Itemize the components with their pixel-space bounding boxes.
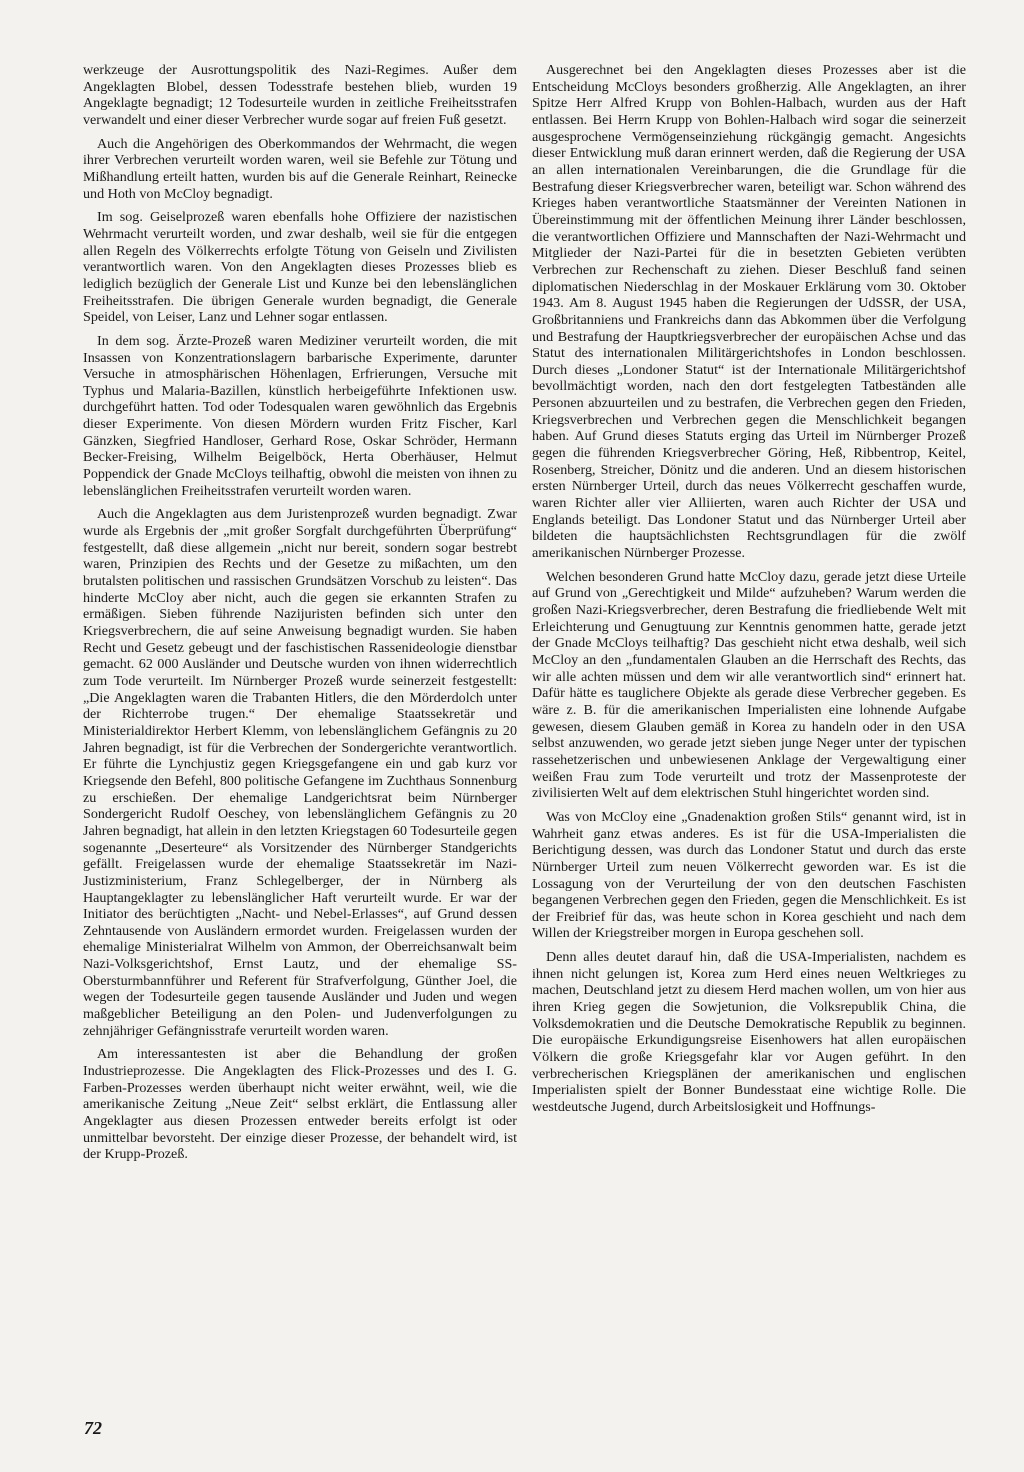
paragraph: In dem sog. Ärzte-Prozeß waren Mediziner verurteilt worden, die mit Insassen von Konzentrationslagern barbarische Experimente, darunter Versuche in atmosphärischen Höhenlagen, Erfrierungen, Versuche mit Typhus und Malaria-Bazillen, künstlich herbeigeführte Infektionen usw. durchgeführt hatten. Tod oder Todesqualen waren gewöhnlich das Ergebnis dieser Experimente. Von diesen Mördern wurden Fritz Fischer, Karl Gänzken, Siegfried Handloser, Gerhard Rose, Oskar Schröder, Hermann Becker-Freising, Wilhelm Beigelböck, Herta Oberhäuser, Helmut Poppendick der Gnade McCloys teilhaftig, obwohl die meisten von ihnen zu lebenslänglichen Freiheitsstrafen verurteilt worden waren. <box>83 332 517 499</box>
paragraph: Was von McCloy eine „Gnadenaktion großen Stils“ genannt wird, ist in Wahrheit ganz etwas anderes. Es ist für die USA-Imperialisten die Berichtigung dessen, was durch das Londoner Statut und durch das erste Nürnberger Urteil zum neuen Völkerrecht geworden war. Es ist die Lossagung von der Verurteilung der von den deutschen Faschisten begangenen Verbrechen gegen den Frieden, gegen die Menschlichkeit. Es ist der Freibrief für das, was heute schon in Korea geschieht und nach dem Willen der Kriegstreiber morgen in Europa geschehen soll. <box>532 808 966 942</box>
paragraph: werkzeuge der Ausrottungspolitik des Nazi-Regimes. Außer dem Angeklagten Blobel, dessen Todesstrafe bestehen blieb, wurden 19 Angeklagte begnadigt; 12 Todesurteile wurden in zeitliche Freiheitsstrafen verwandelt und einer dieser Verbrecher wurde sogar auf freien Fuß gesetzt. <box>83 62 517 128</box>
left-text-column <box>83 62 517 1170</box>
paragraph: Denn alles deutet darauf hin, daß die USA-Imperialisten, nachdem es ihnen nicht gelungen ist, Korea zum Herd eines neuen Weltkrieges zu machen, Deutschland jetzt zu diesem Herd machen wollen, um von hier aus ihren Krieg gegen die Sowjetunion, die Volksrepublik China, die Volksdemokratien und die Deutsche Demokratische Republik zu beginnen. Die europäische Erkundigungsreise Eisenhowers hat allen europäischen Völkern die große Kriegsgefahr klar vor Augen geführt. In den verbrecherischen Kriegsplänen der amerikanischen und englischen Imperialisten spielt der Bonner Bundesstaat eine wichtige Rolle. Die westdeutsche Jugend, durch Arbeitslosigkeit und Hoffnungs- <box>532 949 966 1116</box>
page-number: 72 <box>84 1418 102 1438</box>
paragraph: Am interessantesten ist aber die Behandlung der großen Industrieprozesse. Die Angeklagten des Flick-Prozesses und des I. G. Farben-Prozesses werden überhaupt nicht weiter erwähnt, weil, wie die amerikanische Zeitung „Neue Zeit“ selbst erklärt, die Entlassung aller Angeklagter aus diesen Prozessen entweder bereits erfolgt ist oder unmittelbar bevorsteht. Der einzige dieser Prozesse, der behandelt wird, ist der Krupp-Prozeß. <box>83 1046 517 1163</box>
paragraph: Ausgerechnet bei den Angeklagten dieses Prozesses aber ist die Entscheidung McCloys besonders großherzig. Alle Angeklagten, an ihrer Spitze Herr Alfred Krupp von Bohlen-Halbach, wurden aus der Haft entlassen. Bei Herrn Krupp von Bohlen-Halbach wird sogar die seinerzeit ausgesprochene Vermögenseinziehung rückgängig gemacht. Angesichts dieser Entwicklung muß daran erinnert werden, daß die Regierung der USA an allen internationalen Vereinbarungen, die die Grundlage für die Bestrafung dieser Kriegsverbrecher waren, beteiligt war. Schon während des Krieges haben verantwortliche Staatsmänner der Vereinten Nationen in Übereinstimmung mit der öffentlichen Meinung ihrer Länder beschlossen, die verantwortlichen Offiziere und Mannschaften der Nazi-Wehrmacht und Mitglieder der Nazi-Partei für die in besetzten Gebieten verübten Verbrechen zur Rechenschaft zu ziehen. Dieser Beschluß fand seinen diplomatischen Niederschlag in der Moskauer Erklärung vom 30. Oktober 1943. Am 8. August 1945 haben die Regierungen der UdSSR, der USA, Großbritanniens und Frankreichs dann das Abkommen über die Verfolgung und Bestrafung der Hauptkriegsverbrecher der europäischen Achse und das Statut des internationalen Militärgerichtshofes in London beschlossen. Durch dieses „Londoner Statut“ ist der Internationale Militärgerichtshof bevollmächtigt worden, nach den dort festgelegten Tatbeständen alle Personen abzuurteilen und zu bestrafen, die Verbrechen gegen den Frieden, Kriegsverbrechen und Verbrechen gegen die Menschlichkeit begangen haben. Auf Grund dieses Statuts erging das Urteil im Nürnberger Prozeß gegen die führenden Kriegsverbrecher Göring, Heß, Ribbentrop, Keitel, Rosenberg, Streicher, Dönitz und die anderen. Und an diesem historischen ersten Nürnberger Urteil, durch das neues Völkerrecht geschaffen wurde, waren Richter aller vier Alliierten, waren auch Richter der USA und Englands beteiligt. Das Londoner Statut und das Nürnberger Urteil aber bildeten die hauptsächlichsten Rechtsgrundlagen für die zwölf amerikanischen Nürnberger Prozesse. <box>532 62 966 562</box>
paragraph: Welchen besonderen Grund hatte McCloy dazu, gerade jetzt diese Urteile auf Grund von „Gerechtigkeit und Milde“ aufzuheben? Warum werden die großen Nazi-Kriegsverbrecher, deren Bestrafung die friedliebende Welt mit Erleichterung und Genugtuung zur Kenntnis genommen hatte, gerade jetzt der Gnade McCloys teilhaftig? Das geschieht nicht etwa deshalb, weil sich McCloy an den „fundamentalen Glauben an die Herrschaft des Rechts, das wir alle achten müssen und dem wir alle verantwortlich sind“ erinnert hat. Dafür hätte es tauglichere Objekte als gerade diese Verbrecher gegeben. Es wäre z. B. für die amerikanischen Imperialisten eine lohnende Aufgabe gewesen, diesem Glauben gemäß in Korea zu handeln oder in den USA selbst anzuwenden, wo gerade jetzt sieben junge Neger unter der typischen rassehetzerischen und unbewiesenen Anklage der Vergewaltigung einer weißen Frau zum Tode verurteilt und trotz der Massenproteste der zivilisierten Welt auf dem elektrischen Stuhl hingerichtet worden sind. <box>532 568 966 802</box>
right-text-column <box>532 62 966 1123</box>
paragraph: Auch die Angeklagten aus dem Juristenprozeß wurden begnadigt. Zwar wurde als Ergebnis der „mit großer Sorgfalt durchgeführten Überprüfung“ festgestellt, daß diese allgemein „nicht nur bereit, sondern sogar bestrebt waren, Prinzipien des Rechts und der Gesetze zu mißachten, um den brutalsten politischen und rassischen Grundsätzen Vorschub zu leisten“. Das hinderte McCloy aber nicht, auch die gegen sie erkannten Strafen zu ermäßigen. Sieben führende Nazijuristen befinden sich unter den Kriegsverbrechern, die auf seine Anweisung begnadigt wurden. Sie haben Recht und Gesetz gebeugt und der faschistischen Rassenideologie dienstbar gemacht. 62 000 Ausländer und Deutsche wurden von ihnen widerrechtlich zum Tode verurteilt. Im Nürnberger Prozeß wurde seinerzeit festgestellt: „Die Angeklagten waren die Trabanten Hitlers, die den Mörderdolch unter der Richterrobe trugen.“ Der ehemalige Staatssekretär und Ministerialdirektor Herbert Klemm, von lebenslänglichem Gefängnis zu 20 Jahren begnadigt, ist für die Verbrechen der Sondergerichte verantwortlich. Er führte die Lynchjustiz gegen Kriegsgefangene ein und gab kurz vor Kriegsende den Befehl, 800 politische Gefangene im Zuchthaus Sonnenburg zu erschießen. Der ehemalige Landgerichtsrat beim Nürnberger Sondergericht Rudolf Oeschey, von lebenslänglichem Gefängnis zu 20 Jahren begnadigt, hat allein in den letzten Kriegstagen 60 Todesurteile gegen sogenannte „Deserteure“ als Vorsitzender des Nürnberger Standgerichts gefällt. Freigelassen wurde der ehemalige Staatssekretär im Nazi-Justizministerium, Franz Schlegelberger, der in Nürnberg als Hauptangeklagter zu lebenslänglicher Haft verurteilt wurde. Er war der Initiator des berüchtigten „Nacht- und Nebel-Erlasses“, auf Grund dessen Zehntausende von Ausländern ermordet wurden. Freigelassen wurden der ehemalige Ministerialrat Wilhelm von Ammon, der Oberreichsanwalt beim Nazi-Volksgerichtshof, Ernst Lautz, und der ehemalige SS-Obersturmbannführer und Referent für Strafverfolgung, Günther Joel, die wegen der Todesurteile gegen tausende Ausländer und Juden und wegen maßgeblicher Beteiligung an den Polen- und Judenverfolgungen zu zehnjähriger Gefängnisstrafe verurteilt worden waren. <box>83 506 517 1039</box>
paragraph: Im sog. Geiselprozeß waren ebenfalls hohe Offiziere der nazistischen Wehrmacht verurteilt worden, und zwar deshalb, weil sie für die entgegen allen Regeln des Völkerrechts erfolgte Tötung von Geiseln und Zivilisten verantwortlich waren. Von den Angeklagten dieses Prozesses blieb es lediglich bezüglich der Generale List und Kunze bei den lebenslänglichen Freiheitsstrafen. Die übrigen Generale wurden begnadigt, die Generale Speidel, von Leiser, Lanz und Lehner sogar entlassen. <box>83 209 517 326</box>
paragraph: Auch die Angehörigen des Oberkommandos der Wehrmacht, die wegen ihrer Verbrechen verurteilt worden waren, weil sie Befehle zur Tötung und Mißhandlung erteilt hatten, wurden bis auf die Generale Reinhart, Reinecke und Hoth von McCloy begnadigt. <box>83 135 517 202</box>
